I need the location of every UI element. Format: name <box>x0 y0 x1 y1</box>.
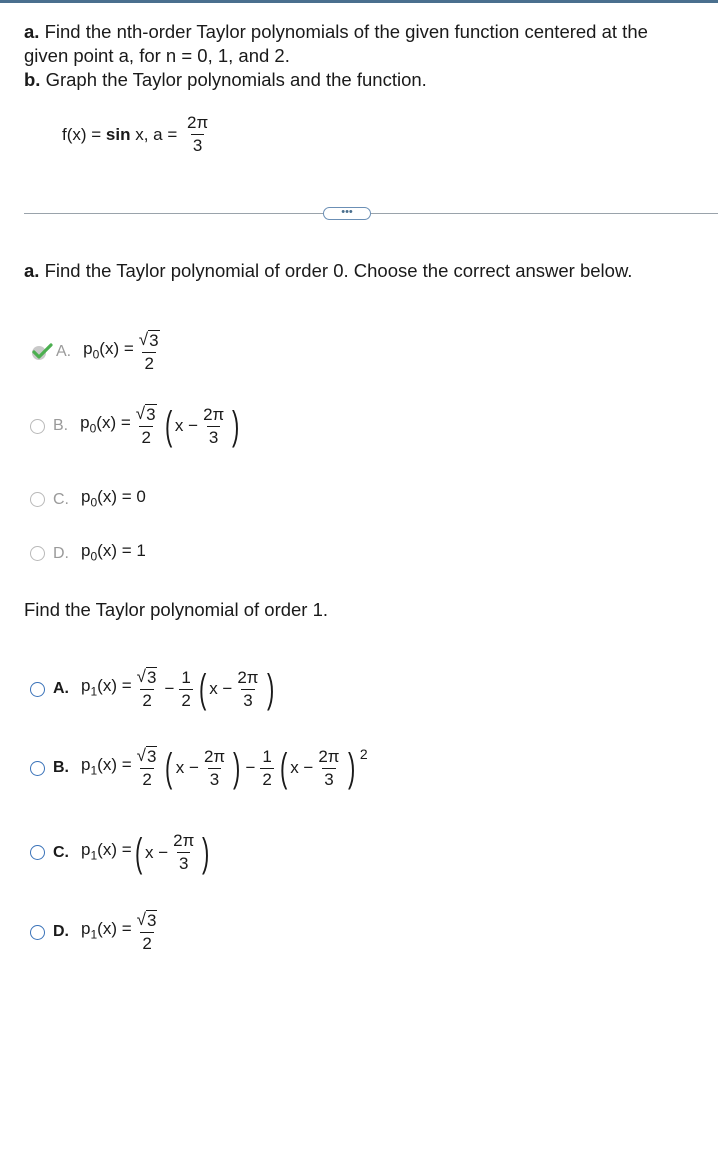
question-2-prompt <box>24 598 328 621</box>
center-numerator: 2π <box>186 113 209 132</box>
q1-b-fraction: √ 3 2 <box>135 404 156 447</box>
q1-option-d[interactable] <box>30 541 146 566</box>
q1-d-radio[interactable] <box>30 546 45 561</box>
part-b-text: Graph the Taylor polynomials and the function. <box>45 69 427 90</box>
q1-b-paren: ( x − $\frac{2\pi}{3}$ ) <box>164 404 240 448</box>
q2-a-radio[interactable] <box>30 682 45 697</box>
q1-a-letter: A. <box>56 343 72 360</box>
q2-option-b[interactable]: B. $p_1(x)$ = √ 3 2 ( x − $\frac{2\pi}{3}$ ) − $\frac{1}{2}$ ( x − $\frac{2\pi}{3}$ ) 2 <box>30 746 368 790</box>
q1-b-lhs: $p_0(x)$ = <box>80 413 131 436</box>
part-a-text: Find the nth-order Taylor polynomials of the given function centered at the <box>44 21 648 42</box>
q1-c-lhs: $p_0(x) = 0$ <box>81 487 146 510</box>
q2-d-radio[interactable] <box>30 925 45 940</box>
top-bar <box>0 0 718 3</box>
function-name: sin <box>105 124 131 144</box>
q2-a-letter: A. <box>53 680 69 697</box>
q2-c-lhs: $p_1(x)$ = <box>81 839 132 863</box>
q2-a-lhs: $p_1(x)$ = <box>81 676 132 699</box>
q2-b-lhs: $p_1(x)$ = <box>81 755 132 778</box>
part-b-label: b. <box>24 69 41 90</box>
q2-d-lhs: $p_1(x)$ = <box>81 919 132 942</box>
q2-c-radio[interactable] <box>30 845 45 860</box>
question-1-text: Find the Taylor polynomial of order 0. Choose the correct answer below. <box>44 260 633 281</box>
function-arg: x, a = <box>130 124 182 144</box>
q2-b-letter: B. <box>53 759 69 776</box>
part-a-label: a. <box>24 21 40 42</box>
divider-left <box>24 213 323 214</box>
q2-option-c[interactable]: C. $p_1(x)$ = ( x − $\frac{2\pi}{3}$ ) <box>30 831 213 874</box>
q1-a-fraction: √ 3 2 <box>137 330 162 374</box>
q2-option-d[interactable]: D. $p_1(x)$ = √ 3 2 <box>30 910 162 954</box>
q1-option-b[interactable] <box>30 404 243 448</box>
q1-d-letter: D. <box>53 544 69 562</box>
q1-b-letter: B. <box>53 417 69 434</box>
checkmark-icon <box>30 343 54 361</box>
q1-c-radio[interactable] <box>30 492 45 507</box>
center-denominator: 3 <box>192 136 203 155</box>
problem-line-1 <box>24 20 648 43</box>
question-1-prompt <box>24 259 632 282</box>
part-a-text-2: given point a, for n = 0, 1, and 2. <box>24 45 290 66</box>
q1-option-c[interactable] <box>30 487 146 512</box>
q2-c-letter: C. <box>53 843 69 861</box>
q2-b-radio[interactable] <box>30 761 45 776</box>
q1-c-letter: C. <box>53 490 69 508</box>
q1-a-lhs: $p_0(x)$ = <box>83 339 134 362</box>
q1-option-a[interactable] <box>30 330 165 374</box>
problem-line-2 <box>24 44 290 67</box>
problem-line-3 <box>24 68 427 91</box>
center-fraction <box>185 113 210 156</box>
q2-d-letter: D. <box>53 923 69 940</box>
more-button[interactable]: ••• <box>323 207 371 220</box>
function-definition <box>62 113 213 156</box>
divider-right <box>371 213 718 214</box>
question-2-text: Find the Taylor polynomial of order 1. <box>24 599 329 620</box>
question-1-label: a. <box>24 260 40 281</box>
q1-d-lhs: $p_0(x) = 1$ <box>81 541 146 564</box>
q1-b-radio[interactable] <box>30 419 45 434</box>
function-lhs: f(x) = <box>62 124 106 144</box>
sqrt-3: √ 3 <box>138 330 159 350</box>
q2-option-a[interactable]: A. $p_1(x)$ = √ 3 2 − $\frac{1}{2}$ ( x − $\frac{2\pi}{3}$ ) <box>30 667 277 711</box>
